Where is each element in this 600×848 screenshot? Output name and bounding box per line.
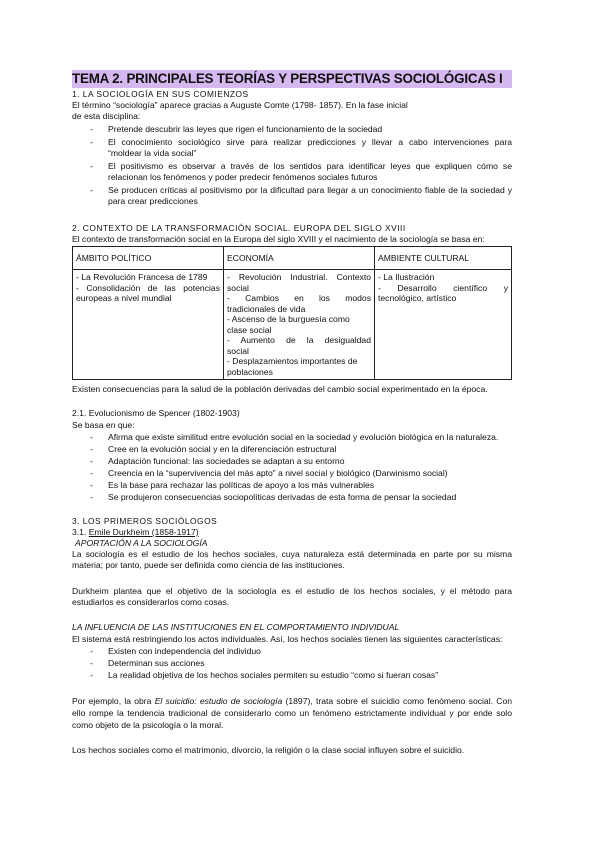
bullet-dash: - <box>90 492 93 502</box>
section-2-1-heading: 2.1. Evolucionismo de Spencer (1802-1903) <box>72 408 240 418</box>
s21-intro: Se basa en que: <box>72 420 135 430</box>
cell-line: - Aumento de la desigualdad <box>227 335 371 345</box>
section-1-heading: 1. LA SOCIOLOGÍA EN SUS COMIENZOS <box>72 89 249 99</box>
bullet-dash: - <box>90 456 93 466</box>
bullet-dash: - <box>90 646 93 656</box>
p3-post: (1897), trata sobre el suicidio como fenómeno social. Con <box>282 696 513 706</box>
cell-line: - Ascenso de la burguesía como <box>227 314 350 324</box>
bullet-dash: - <box>90 124 93 134</box>
s31-name: Emile Durkheim (1858-1917) <box>88 527 199 537</box>
cell-line: - Consolidación de las potencias <box>76 282 220 293</box>
s1-intro-line1: El término “sociología” aparece gracias a Auguste Comte (1798- 1857). En la fase inicial <box>72 100 408 110</box>
table-header-row <box>73 247 512 270</box>
bullet-dash: - <box>90 480 93 490</box>
cell-line: - La Ilustración <box>378 272 435 282</box>
s1-bullet-4-line2: para crear predicciones <box>108 196 198 206</box>
s3-p1-line2: materia; por tanto, puede ser definida como ciencia de las instituciones. <box>72 560 345 570</box>
s21-bullet: Se produjeron consecuencias sociopolíticas derivadas de esta forma de pensar la sociedad <box>108 492 457 502</box>
cell-line: social <box>227 282 249 293</box>
s21-bullet: Afirma que existe similitud entre evolución social en la sociedad y evolución biológica en la naturaleza. <box>108 432 499 442</box>
cell-line: - Desplazamientos importantes de <box>227 356 358 366</box>
section-2-heading: 2. CONTEXTO DE LA TRANSFORMACIÓN SOCIAL. EUROPA DEL SIGLO XVIII <box>72 223 406 233</box>
bullet-dash: - <box>90 432 93 442</box>
p3-book-title: El suicidio: estudio de sociología <box>154 696 283 706</box>
s3-p3-line2: ello rompe la tendencia tradicional de considerarlo como un fenómeno estrictamente individual y por ende solo <box>72 708 512 718</box>
bullet-dash: - <box>90 137 93 147</box>
s3-p2-line2: estudiarlos es considerarlos como cosas. <box>72 597 230 607</box>
cell-line: social <box>227 345 249 356</box>
bullet-dash: - <box>90 468 93 478</box>
s21-bullet: Creencia en la “supervivencia del más apto” a nivel social y biológico (Darwinismo social) <box>108 468 448 478</box>
s3-p2-line1: Durkheim plantea que el objetivo de la sociología es el estudio de los hechos sociales, y el método para <box>72 586 512 596</box>
s1-intro-line2: de esta disciplina: <box>72 111 141 121</box>
page-title: TEMA 2. PRINCIPALES TEORÍAS Y PERSPECTIVAS SOCIOLÓGICAS I <box>72 70 512 88</box>
s1-bullet-3-line1: El positivismo es observar a través de los sentidos para identificar leyes que expliquen cómo se <box>108 161 512 171</box>
table-row <box>73 270 512 380</box>
s1-bullet-2-line1: El conocimiento sociológico sirve para realizar predicciones y llevar a cabo intervenciones para <box>108 137 512 147</box>
cell-line: - Revolución Industrial. Contexto <box>227 272 371 282</box>
section-3-heading: 3. LOS PRIMEROS SOCIÓLOGOS <box>72 516 218 526</box>
table-header-cell: ÁMBITO POLÍTICO <box>73 247 224 270</box>
s2-intro: El contexto de transformación social en la Europa del siglo XVIII y el nacimiento de la sociología se basa en: <box>72 234 485 244</box>
influencia-heading: LA INFLUENCIA DE LAS INSTITUCIONES EN EL COMPORTAMIENTO INDIVIDUAL <box>72 622 400 632</box>
s3-p3-line3: como objeto de la psicología o la moral. <box>72 720 224 730</box>
s1-bullet-2-line2: “moldear la vida social” <box>108 148 197 158</box>
bullet-dash: - <box>90 670 93 680</box>
table-cell-politico <box>73 270 224 380</box>
s1-bullet-1: Pretende descubrir las leyes que rigen el funcionamiento de la sociedad <box>108 124 383 134</box>
s2-after-table: Existen consecuencias para la salud de la población derivadas del cambio social experimentado en la época. <box>72 384 488 394</box>
cell-line: - La Revolución Francesa de 1789 <box>76 272 208 282</box>
cell-line: poblaciones <box>227 366 273 377</box>
s3-p3-line1 <box>72 696 512 707</box>
s3-bullet: Existen con independencia del individuo <box>108 646 261 656</box>
s1-bullet-4-line1: Se producen críticas al positivismo por la dificultad para llegar a un conocimiento fiable de la sociedad y <box>108 185 512 195</box>
s31-number: 3.1. <box>72 527 89 537</box>
cell-line: - Desarrollo científico y <box>378 282 508 293</box>
table-cell-cultural <box>375 270 512 380</box>
s3-bullet: Determinan sus acciones <box>108 658 205 668</box>
aportacion-heading: APORTACIÓN A LA SOCIOLOGÍA <box>75 538 208 548</box>
s21-bullet: Es la base para rechazar las políticas de apoyo a los más vulnerables <box>108 480 375 490</box>
bullet-dash: - <box>90 658 93 668</box>
s1-bullet-3-line2: relacionan los fenómenos y poder predecir fenómenos sociales futuros <box>108 172 378 182</box>
cell-line: tradicionales de vida <box>227 303 306 314</box>
cell-line: - Cambios en los modos <box>227 293 371 303</box>
section-3-1-heading <box>72 527 199 538</box>
context-table <box>72 246 512 380</box>
s21-bullet: Adaptación funcional: las sociedades se adaptan a su entorno <box>108 456 345 466</box>
p3-pre: Por ejemplo, la obra <box>72 696 155 706</box>
s21-bullet: Cree en la evolución social y en la diferenciación estructural <box>108 444 337 454</box>
table-header-cell: AMBIENTE CULTURAL <box>375 247 512 270</box>
cell-line: tecnológico, artístico <box>378 293 457 303</box>
bullet-dash: - <box>90 444 93 454</box>
s3-infl-intro: El sistema está restringiendo los actos individuales. Así, los hechos sociales tienen las siguientes características: <box>72 634 503 644</box>
s3-p4: Los hechos sociales como el matrimonio, divorcio, la religión o la clase social influyen sobre el suicidio. <box>72 745 465 755</box>
bullet-dash: - <box>90 161 93 171</box>
table-header-cell: ECONOMÍA <box>224 247 375 270</box>
cell-line: clase social <box>227 324 272 335</box>
table-cell-economia <box>224 270 375 380</box>
s3-p1-line1: La sociología es el estudio de los hechos sociales, cuya naturaleza está determinada en parte por su misma <box>72 549 512 559</box>
s3-bullet: La realidad objetiva de los hechos sociales permiten su estudio “como si fueran cosas” <box>108 670 439 680</box>
cell-line: europeas a nivel mundial <box>76 293 172 303</box>
bullet-dash: - <box>90 185 93 195</box>
